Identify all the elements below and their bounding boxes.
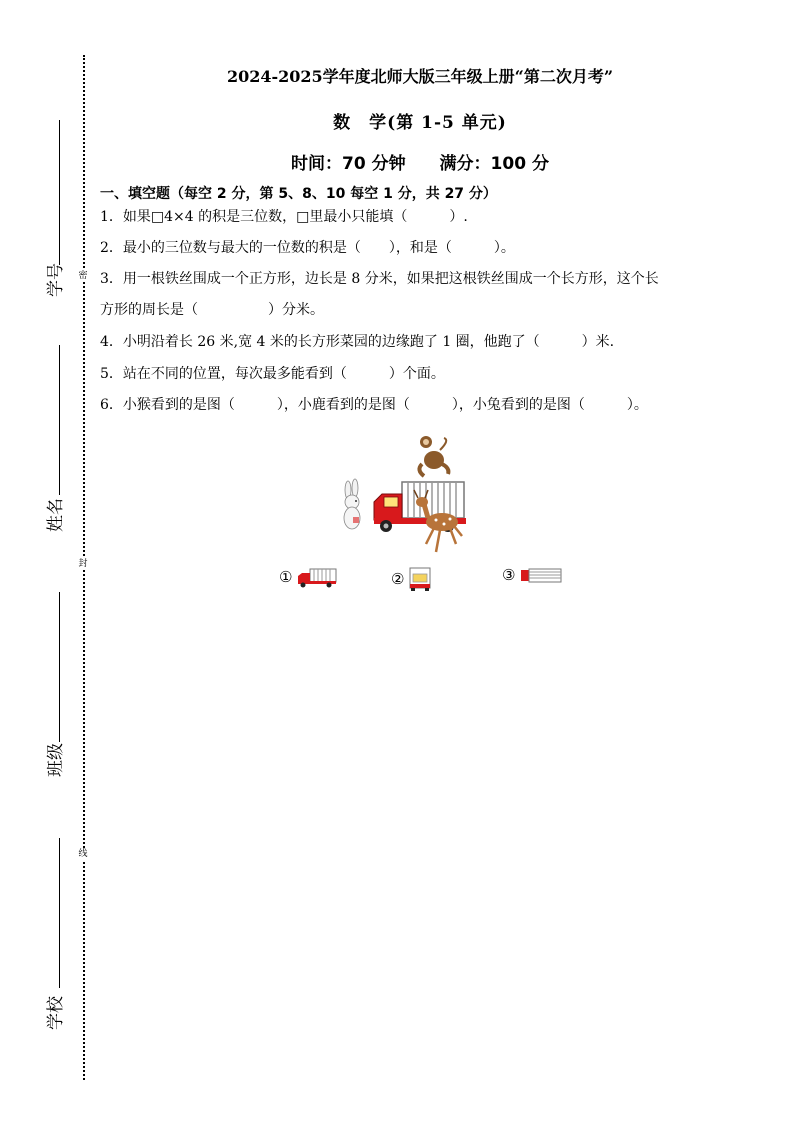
question-4: 4．小明沿着长 26 米,宽 4 米的长方形菜园的边缘跑了 1 圈，他跑了（ ）米. (100, 334, 615, 350)
name-line (59, 345, 60, 495)
binding-mark-xian: 线 (76, 848, 90, 860)
binding-mark-feng: 封 (76, 558, 90, 570)
question-3-line-2: 方形的周长是（ ）分米。 (100, 302, 324, 318)
choice-2 (391, 566, 432, 592)
class-label: 班级 (45, 743, 66, 777)
name-field (38, 345, 68, 535)
question-3-line-1: 3．用一根铁丝围成一个正方形，边长是 8 分米，如果把这根铁丝围成一个长方形，这个长 (100, 271, 659, 287)
choice-3-number: ③ (502, 566, 516, 584)
scene-illustration (330, 432, 470, 562)
rabbit-icon (344, 479, 360, 529)
exam-subject: 数 学(第 1-5 单元) (333, 113, 507, 133)
truck-side-view-icon (296, 566, 338, 588)
choice-2-number: ② (391, 570, 405, 588)
choice-3 (502, 566, 563, 584)
school-field (38, 838, 68, 1028)
monkey-icon (419, 436, 448, 476)
choice-1 (279, 566, 338, 588)
truck-top-view-icon (519, 566, 563, 584)
exam-time-score (100, 149, 740, 174)
student-id-line (59, 120, 60, 265)
section-heading: 一、填空题（每空 2 分，第 5、8、10 每空 1 分，共 27 分） (100, 186, 497, 202)
question-2: 2．最小的三位数与最大的一位数的积是（ ），和是（ ）。 (100, 240, 515, 256)
student-id-field (38, 120, 68, 300)
choice-1-number: ① (279, 568, 293, 586)
truck-front-view-icon (408, 566, 432, 592)
class-field (38, 592, 68, 782)
class-line (59, 592, 60, 742)
exam-time: 时间：70 分钟 (291, 154, 406, 174)
name-label: 姓名 (45, 498, 66, 532)
student-id-label: 学号 (45, 263, 66, 297)
school-line (59, 838, 60, 988)
question-6: 6．小猴看到的是图（ ），小鹿看到的是图（ ），小兔看到的是图（ ）。 (100, 397, 648, 413)
question-1: 1．如果□4×4 的积是三位数，□里最小只能填（ ）. (100, 209, 468, 225)
question-5: 5．站在不同的位置，每次最多能看到（ ）个面。 (100, 366, 445, 382)
school-label: 学校 (45, 996, 66, 1030)
exam-score: 满分：100 分 (439, 154, 549, 174)
exam-title: 2024-2025学年度北师大版三年级上册“第二次月考” (226, 67, 614, 86)
binding-mark-mi: 密 (76, 270, 90, 282)
